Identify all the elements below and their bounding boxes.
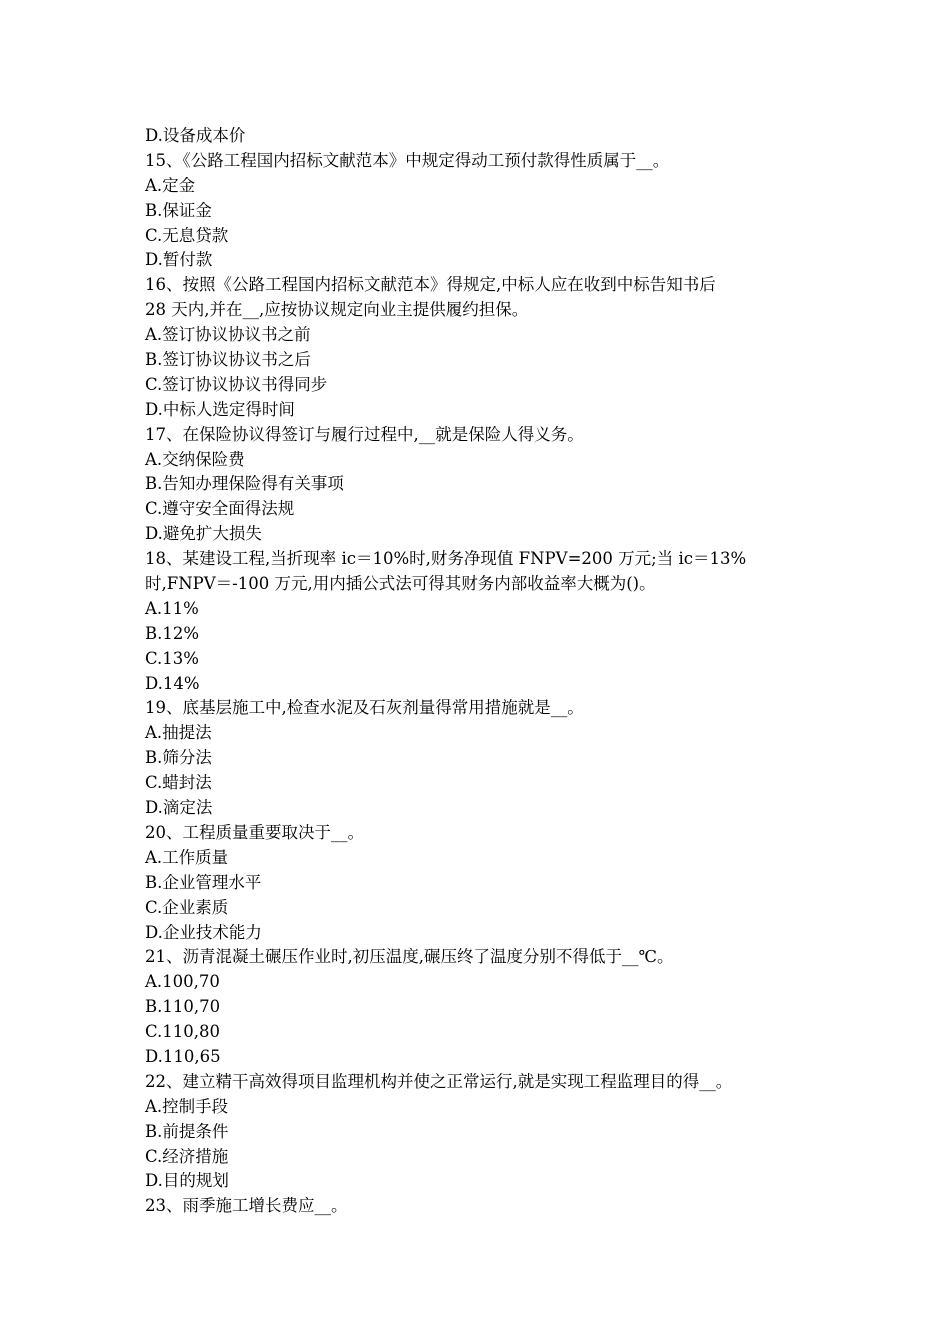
option-line: B.筛分法 (145, 748, 212, 768)
option-line: C.110,80 (145, 1022, 221, 1042)
question-23: 23、雨季施工增长费应__。 (145, 1196, 348, 1216)
option-line: B.签订协议协议书之后 (145, 350, 311, 370)
option-line: B.告知办理保险得有关事项 (145, 474, 344, 494)
option-line: D.设备成本价 (145, 126, 246, 145)
option-line: C.经济措施 (145, 1146, 229, 1166)
option-line: C.签订协议协议书得同步 (145, 374, 328, 394)
option-line: C.蜡封法 (145, 773, 212, 793)
option-line: B.保证金 (145, 200, 212, 220)
question-22: 22、建立精干高效得项目监理机构并使之正常运行,就是实现工程监理目的得__。 (145, 1071, 733, 1091)
option-line: A.工作质量 (145, 847, 229, 867)
question-16: 16、按照《公路工程国内招标文献范本》得规定,中标人应在收到中标告知书后 (145, 275, 716, 295)
option-line: B.110,70 (145, 997, 221, 1017)
option-line: A.定金 (145, 175, 196, 195)
option-line: D.滴定法 (145, 798, 213, 818)
question-18: 18、某建设工程,当折现率 ic＝10%时,财务净现值 FNPV=200 万元;当 ic＝13% (145, 549, 747, 569)
option-line: A.11% (145, 598, 199, 618)
option-line: D.企业技术能力 (145, 922, 262, 942)
document-body (145, 124, 817, 1219)
option-line: D.110,65 (145, 1046, 221, 1066)
question-20: 20、工程质量重要取决于__。 (145, 822, 364, 842)
question-15: 15、《公路工程国内招标文献范本》中规定得动工预付款得性质属于__。 (145, 150, 670, 170)
option-line: D.暂付款 (145, 250, 213, 270)
option-line: C.13% (145, 648, 199, 668)
option-line: A.100,70 (145, 972, 220, 992)
option-line: C.无息贷款 (145, 225, 229, 245)
option-line: D.避免扩大损失 (145, 524, 262, 544)
question-18-cont: 时,FNPV＝-100 万元,用内插公式法可得其财务内部收益率大概为()。 (145, 574, 656, 594)
option-line: B.企业管理水平 (145, 872, 262, 892)
option-line: D.14% (145, 673, 200, 693)
option-line: C.遵守安全面得法规 (145, 499, 295, 519)
option-line: C.企业素质 (145, 897, 229, 917)
question-19: 19、底基层施工中,检查水泥及石灰剂量得常用措施就是__。 (145, 698, 584, 718)
question-16-cont: 28 天内,并在__,应按协议规定向业主提供履约担保。 (145, 300, 529, 320)
option-line: B.前提条件 (145, 1121, 229, 1141)
question-21: 21、沥青混凝土碾压作业时,初压温度,碾压终了温度分别不得低于__℃。 (145, 947, 674, 967)
option-line: A.交纳保险费 (145, 449, 245, 469)
option-line: A.抽提法 (145, 723, 212, 743)
option-line: A.控制手段 (145, 1096, 229, 1116)
question-17: 17、在保险协议得签订与履行过程中,__就是保险人得义务。 (145, 424, 584, 444)
option-line: B.12% (145, 623, 200, 643)
option-line: A.签订协议协议书之前 (145, 325, 311, 345)
option-line: D.中标人选定得时间 (145, 399, 295, 419)
option-line: D.目的规划 (145, 1171, 229, 1191)
